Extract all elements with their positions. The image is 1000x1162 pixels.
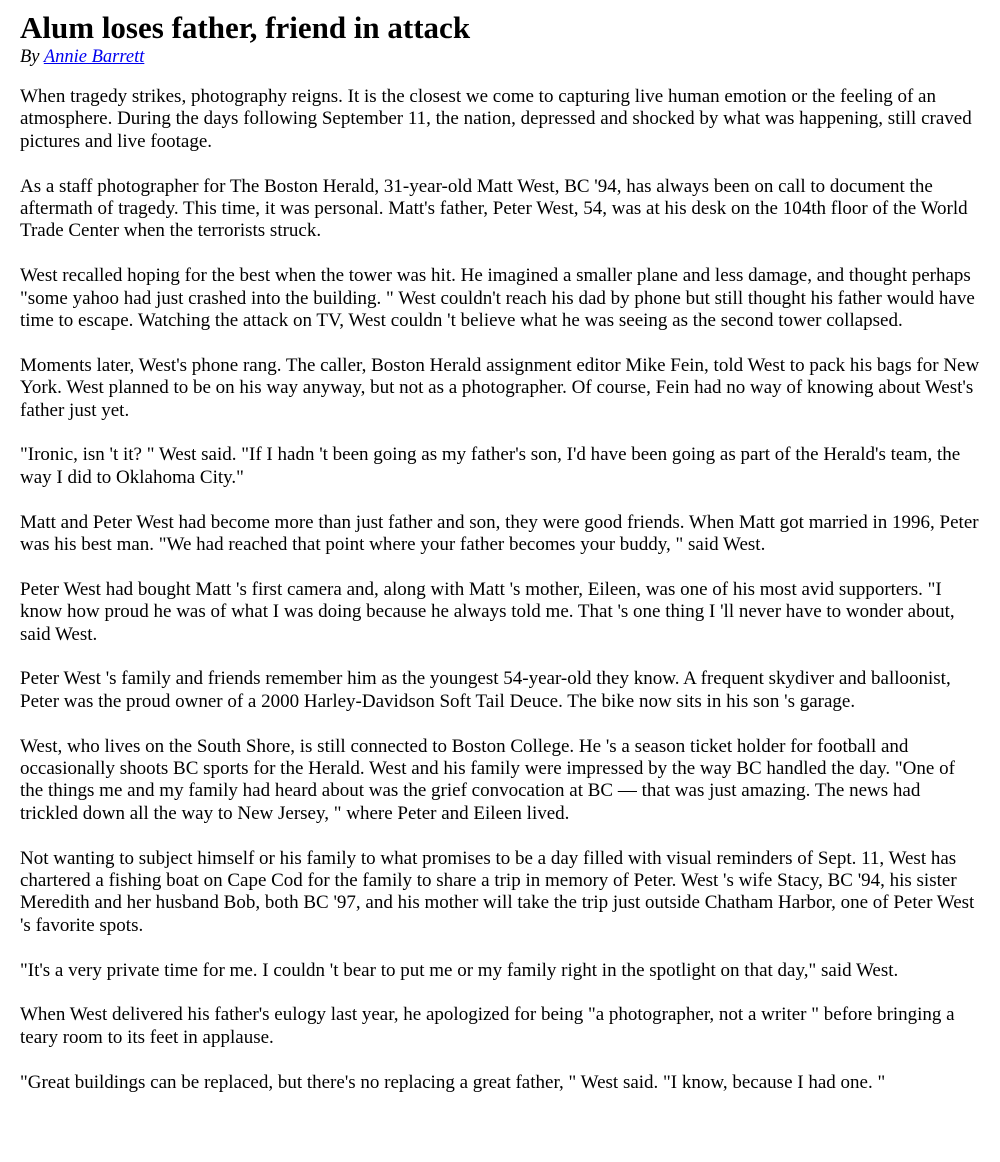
article-paragraph: West, who lives on the South Shore, is still connected to Boston College. He 's a season ticket holder for football and occasionally shoots BC sports for the Herald. West and his family were impressed by the way BC handled the day. "One of the things me and my family had heard about was the grief convocation at BC — that was just amazing. The news had trickled down all the way to New Jersey, " where Peter and Eileen lived.	[20, 735, 955, 824]
article-body	[20, 86, 980, 1094]
article-paragraph: Not wanting to subject himself or his family to what promises to be a day filled with visual reminders of Sept. 11, West has chartered a fishing boat on Cape Cod for the family to share a trip in memory of Peter. West 's wife Stacy, BC '94, his sister Meredith and her husband Bob, both BC '97, and his mother will take the trip just outside Chatham Harbor, one of Peter West 's favorite spots.	[20, 847, 975, 936]
byline-prefix: By	[20, 47, 40, 67]
article-paragraph: Moments later, West's phone rang. The caller, Boston Herald assignment editor Mike Fein, told West to pack his bags for New York. West planned to be on his way anyway, but not as a photographer. Of course, Fein had no way of knowing about West's father just yet.	[20, 354, 980, 421]
author-link[interactable]: Annie Barrett	[43, 47, 145, 67]
article-paragraph: West recalled hoping for the best when the tower was hit. He imagined a smaller plane and less damage, and thought perhaps "some yahoo had just crashed into the building. " West couldn't reach his dad by phone but still thought his father would have time to escape. Watching the attack on TV, West couldn 't believe what he was seeing as the second tower collapsed.	[20, 265, 975, 332]
article-paragraph: "Great buildings can be replaced, but there's no replacing a great father, " West said. "I know, because I had one. "	[20, 1071, 886, 1093]
article-paragraph: Matt and Peter West had become more than just father and son, they were good friends. When Matt got married in 1996, Peter was his best man. "We had reached that point where your father becomes your buddy, " said West.	[20, 511, 979, 556]
article-paragraph: Peter West had bought Matt 's first camera and, along with Matt 's mother, Eileen, was one of his most avid supporters. "I know how proud he was of what I was doing because he always told me. That 's one thing I 'll never have to wonder about, said West.	[20, 578, 955, 645]
byline	[20, 46, 980, 68]
article-paragraph: Peter West 's family and friends remember him as the youngest 54-year-old they know. A frequent skydiver and balloonist, Peter was the proud owner of a 2000 Harley-Davidson Soft Tail Deuce. The bike now sits in his son 's garage.	[20, 668, 951, 712]
article-paragraph: When West delivered his father's eulogy last year, he apologized for being "a photographer, not a writer " before bringing a teary room to its feet in applause.	[20, 1004, 955, 1048]
article-paragraph: "It's a very private time for me. I couldn 't bear to put me or my family right in the spotlight on that day," said West.	[20, 959, 899, 981]
article-title: Alum loses father, friend in attack	[20, 10, 471, 45]
article-paragraph: "Ironic, isn 't it? " West said. "If I hadn 't been going as my father's son, I'd have been going as part of the Herald's team, the way I did to Oklahoma City."	[20, 444, 961, 488]
article-paragraph: As a staff photographer for The Boston Herald, 31-year-old Matt West, BC '94, has always been on call to document the aftermath of tragedy. This time, it was personal. Matt's father, Peter West, 54, was at his desk on the 104th floor of the World Trade Center when the terrorists struck.	[20, 175, 968, 242]
article-paragraph: When tragedy strikes, photography reigns. It is the closest we come to capturing live human emotion or the feeling of an atmosphere. During the days following September 11, the nation, depressed and shocked by what was happening, still craved pictures and live footage.	[20, 86, 972, 152]
